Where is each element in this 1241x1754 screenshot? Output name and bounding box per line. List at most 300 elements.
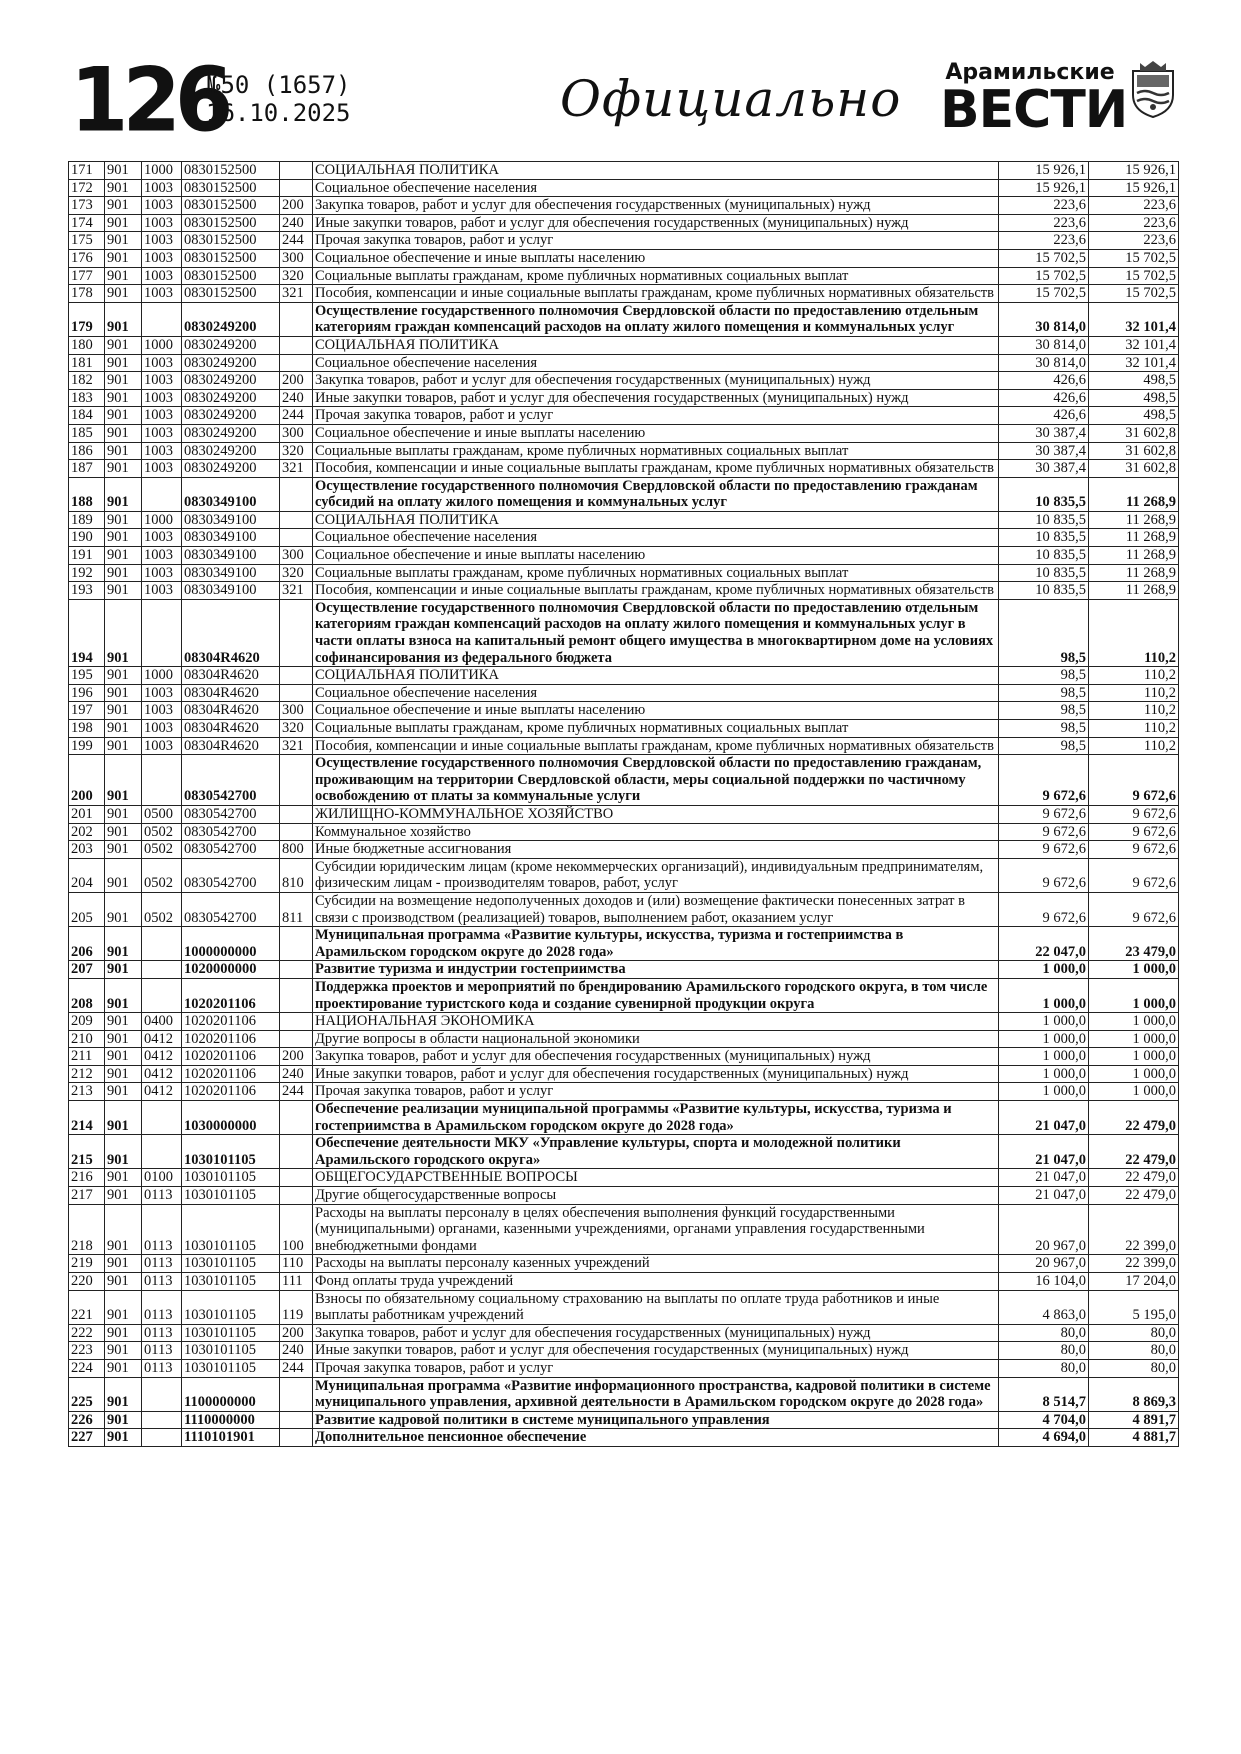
expense-type-cell <box>280 179 313 197</box>
expense-type-cell <box>280 336 313 354</box>
amount-2027-cell: 32 101,4 <box>1089 302 1179 336</box>
target-article-cell: 0830349100 <box>182 477 280 511</box>
ministry-code-cell: 901 <box>105 1290 142 1324</box>
target-article-cell: 1030101105 <box>182 1255 280 1273</box>
ministry-code-cell: 901 <box>105 249 142 267</box>
ministry-code-cell: 901 <box>105 460 142 478</box>
row-number-cell: 207 <box>69 961 105 979</box>
item-name-cell: ЖИЛИЩНО-КОММУНАЛЬНОЕ ХОЗЯЙСТВО <box>313 805 999 823</box>
section-code-cell: 1003 <box>142 389 182 407</box>
ministry-code-cell: 901 <box>105 892 142 926</box>
ministry-code-cell: 901 <box>105 1101 142 1135</box>
amount-2026-cell: 9 672,6 <box>999 805 1089 823</box>
section-code-cell: 0502 <box>142 892 182 926</box>
target-article-cell: 0830152500 <box>182 197 280 215</box>
ministry-code-cell: 901 <box>105 823 142 841</box>
target-article-cell: 1030101105 <box>182 1359 280 1377</box>
amount-2026-cell: 10 835,5 <box>999 529 1089 547</box>
amount-2027-cell: 110,2 <box>1089 667 1179 685</box>
amount-2027-cell: 110,2 <box>1089 599 1179 666</box>
expense-type-cell <box>280 684 313 702</box>
amount-2027-cell: 31 602,8 <box>1089 424 1179 442</box>
row-number-cell: 175 <box>69 232 105 250</box>
table-row <box>69 1135 1179 1169</box>
amount-2026-cell: 30 387,4 <box>999 460 1089 478</box>
amount-2027-cell: 11 268,9 <box>1089 564 1179 582</box>
section-code-cell: 1003 <box>142 424 182 442</box>
row-number-cell: 223 <box>69 1342 105 1360</box>
table-row <box>69 1065 1179 1083</box>
ministry-code-cell: 901 <box>105 1065 142 1083</box>
target-article-cell: 0830542700 <box>182 823 280 841</box>
table-row <box>69 214 1179 232</box>
amount-2027-cell: 498,5 <box>1089 389 1179 407</box>
target-article-cell: 0830542700 <box>182 841 280 859</box>
expense-type-cell: 320 <box>280 267 313 285</box>
table-row <box>69 1290 1179 1324</box>
table-row <box>69 372 1179 390</box>
target-article-cell: 0830349100 <box>182 529 280 547</box>
row-number-cell: 190 <box>69 529 105 547</box>
amount-2026-cell: 20 967,0 <box>999 1204 1089 1255</box>
section-code-cell: 1003 <box>142 684 182 702</box>
ministry-code-cell: 901 <box>105 805 142 823</box>
amount-2026-cell: 223,6 <box>999 232 1089 250</box>
section-title: Официально <box>560 70 902 128</box>
expense-type-cell: 200 <box>280 372 313 390</box>
table-row <box>69 424 1179 442</box>
ministry-code-cell: 901 <box>105 285 142 303</box>
section-code-cell: 1003 <box>142 460 182 478</box>
target-article-cell: 0830152500 <box>182 232 280 250</box>
expense-type-cell: 200 <box>280 1048 313 1066</box>
row-number-cell: 222 <box>69 1324 105 1342</box>
item-name-cell: Развитие кадровой политики в системе муниципального управления <box>313 1411 999 1429</box>
expense-type-cell <box>280 978 313 1012</box>
row-number-cell: 187 <box>69 460 105 478</box>
section-code-cell: 0412 <box>142 1030 182 1048</box>
row-number-cell: 224 <box>69 1359 105 1377</box>
amount-2027-cell: 1 000,0 <box>1089 961 1179 979</box>
expense-type-cell <box>280 1101 313 1135</box>
amount-2027-cell: 1 000,0 <box>1089 1013 1179 1031</box>
ministry-code-cell: 901 <box>105 442 142 460</box>
amount-2026-cell: 80,0 <box>999 1324 1089 1342</box>
row-number-cell: 213 <box>69 1083 105 1101</box>
target-article-cell: 1030101105 <box>182 1204 280 1255</box>
table-row <box>69 1377 1179 1411</box>
target-article-cell: 1030101105 <box>182 1342 280 1360</box>
expense-type-cell: 300 <box>280 547 313 565</box>
section-code-cell <box>142 1411 182 1429</box>
amount-2026-cell: 15 702,5 <box>999 285 1089 303</box>
expense-type-cell <box>280 1377 313 1411</box>
amount-2027-cell: 31 602,8 <box>1089 442 1179 460</box>
section-code-cell: 0500 <box>142 805 182 823</box>
target-article-cell: 1020201106 <box>182 1083 280 1101</box>
target-article-cell: 0830152500 <box>182 214 280 232</box>
row-number-cell: 218 <box>69 1204 105 1255</box>
amount-2027-cell: 1 000,0 <box>1089 1083 1179 1101</box>
item-name-cell: Социальное обеспечение населения <box>313 684 999 702</box>
target-article-cell: 08304R4620 <box>182 702 280 720</box>
target-article-cell: 0830249200 <box>182 354 280 372</box>
expense-type-cell: 321 <box>280 582 313 600</box>
table-row <box>69 582 1179 600</box>
section-code-cell: 1003 <box>142 582 182 600</box>
amount-2027-cell: 11 268,9 <box>1089 511 1179 529</box>
item-name-cell: Осуществление государственного полномочия Свердловской области по предоставлению гражданам, проживающим на территории Свердловской области, меры социальной поддержки по частичному освобождению от платы за коммунальные услуги <box>313 755 999 806</box>
section-code-cell <box>142 1101 182 1135</box>
row-number-cell: 178 <box>69 285 105 303</box>
expense-type-cell <box>280 1169 313 1187</box>
section-code-cell: 1003 <box>142 232 182 250</box>
section-code-cell: 1003 <box>142 214 182 232</box>
item-name-cell: Иные бюджетные ассигнования <box>313 841 999 859</box>
ministry-code-cell: 901 <box>105 1169 142 1187</box>
row-number-cell: 174 <box>69 214 105 232</box>
item-name-cell: Прочая закупка товаров, работ и услуг <box>313 232 999 250</box>
item-name-cell: Фонд оплаты труда учреждений <box>313 1273 999 1291</box>
item-name-cell: Социальное обеспечение населения <box>313 179 999 197</box>
ministry-code-cell: 901 <box>105 702 142 720</box>
table-row <box>69 841 1179 859</box>
target-article-cell: 08304R4620 <box>182 684 280 702</box>
target-article-cell: 1030000000 <box>182 1101 280 1135</box>
ministry-code-cell: 901 <box>105 1030 142 1048</box>
amount-2027-cell: 110,2 <box>1089 737 1179 755</box>
amount-2026-cell: 21 047,0 <box>999 1135 1089 1169</box>
table-row <box>69 599 1179 666</box>
table-row <box>69 961 1179 979</box>
expense-type-cell <box>280 529 313 547</box>
target-article-cell: 0830249200 <box>182 424 280 442</box>
amount-2027-cell: 1 000,0 <box>1089 1048 1179 1066</box>
section-code-cell <box>142 477 182 511</box>
ministry-code-cell: 901 <box>105 1411 142 1429</box>
section-code-cell <box>142 1429 182 1447</box>
section-code-cell <box>142 927 182 961</box>
section-code-cell: 1000 <box>142 511 182 529</box>
target-article-cell: 08304R4620 <box>182 720 280 738</box>
table-row <box>69 285 1179 303</box>
row-number-cell: 201 <box>69 805 105 823</box>
amount-2026-cell: 98,5 <box>999 702 1089 720</box>
item-name-cell: Обеспечение реализации муниципальной программы «Развитие культуры, искусства, туризма и гостеприимства в Арамильском городском округе до 2028 года» <box>313 1101 999 1135</box>
table-row <box>69 179 1179 197</box>
amount-2026-cell: 15 702,5 <box>999 249 1089 267</box>
section-code-cell: 1003 <box>142 197 182 215</box>
item-name-cell: Субсидии юридическим лицам (кроме некоммерческих организаций), индивидуальным предпринимателям, физическим лицам - производителям товаров, работ, услуг <box>313 858 999 892</box>
target-article-cell: 0830249200 <box>182 302 280 336</box>
row-number-cell: 221 <box>69 1290 105 1324</box>
amount-2027-cell: 4 891,7 <box>1089 1411 1179 1429</box>
table-row <box>69 1324 1179 1342</box>
item-name-cell: Социальные выплаты гражданам, кроме публичных нормативных социальных выплат <box>313 442 999 460</box>
amount-2027-cell: 5 195,0 <box>1089 1290 1179 1324</box>
row-number-cell: 200 <box>69 755 105 806</box>
ministry-code-cell: 901 <box>105 684 142 702</box>
table-row <box>69 336 1179 354</box>
table-row <box>69 460 1179 478</box>
item-name-cell: Социальное обеспечение и иные выплаты населению <box>313 424 999 442</box>
item-name-cell: Развитие туризма и индустрии гостеприимства <box>313 961 999 979</box>
page-number: 126 <box>70 48 228 152</box>
section-code-cell: 1003 <box>142 249 182 267</box>
item-name-cell: Иные закупки товаров, работ и услуг для обеспечения государственных (муниципальных) нужд <box>313 214 999 232</box>
expense-type-cell: 240 <box>280 1065 313 1083</box>
target-article-cell: 1030101105 <box>182 1290 280 1324</box>
logo-main-text: ВЕСТИ <box>940 80 1128 140</box>
item-name-cell: Коммунальное хозяйство <box>313 823 999 841</box>
expense-type-cell: 200 <box>280 1324 313 1342</box>
target-article-cell: 0830152500 <box>182 179 280 197</box>
amount-2027-cell: 80,0 <box>1089 1359 1179 1377</box>
ministry-code-cell: 901 <box>105 755 142 806</box>
ministry-code-cell: 901 <box>105 162 142 180</box>
amount-2026-cell: 1 000,0 <box>999 1013 1089 1031</box>
amount-2026-cell: 30 387,4 <box>999 424 1089 442</box>
item-name-cell: Иные закупки товаров, работ и услуг для обеспечения государственных (муниципальных) нужд <box>313 1065 999 1083</box>
target-article-cell: 08304R4620 <box>182 737 280 755</box>
row-number-cell: 183 <box>69 389 105 407</box>
ministry-code-cell: 901 <box>105 1255 142 1273</box>
target-article-cell: 1110101901 <box>182 1429 280 1447</box>
amount-2027-cell: 9 672,6 <box>1089 858 1179 892</box>
row-number-cell: 208 <box>69 978 105 1012</box>
amount-2027-cell: 80,0 <box>1089 1342 1179 1360</box>
section-code-cell: 0502 <box>142 841 182 859</box>
ministry-code-cell: 901 <box>105 1342 142 1360</box>
row-number-cell: 215 <box>69 1135 105 1169</box>
section-code-cell: 1003 <box>142 529 182 547</box>
table-row <box>69 249 1179 267</box>
table-row <box>69 1169 1179 1187</box>
amount-2026-cell: 30 814,0 <box>999 302 1089 336</box>
row-number-cell: 171 <box>69 162 105 180</box>
amount-2027-cell: 1 000,0 <box>1089 978 1179 1012</box>
expense-type-cell <box>280 1187 313 1205</box>
target-article-cell: 1020201106 <box>182 978 280 1012</box>
expense-type-cell: 320 <box>280 720 313 738</box>
table-row <box>69 442 1179 460</box>
ministry-code-cell: 901 <box>105 179 142 197</box>
table-row <box>69 1411 1179 1429</box>
row-number-cell: 186 <box>69 442 105 460</box>
target-article-cell: 1110000000 <box>182 1411 280 1429</box>
target-article-cell: 0830152500 <box>182 267 280 285</box>
row-number-cell: 198 <box>69 720 105 738</box>
section-code-cell: 1000 <box>142 162 182 180</box>
budget-table-body <box>69 162 1179 1447</box>
section-code-cell: 0113 <box>142 1255 182 1273</box>
target-article-cell: 1030101105 <box>182 1324 280 1342</box>
expense-type-cell <box>280 805 313 823</box>
ministry-code-cell: 901 <box>105 372 142 390</box>
table-row <box>69 805 1179 823</box>
item-name-cell: Социальные выплаты гражданам, кроме публичных нормативных социальных выплат <box>313 267 999 285</box>
amount-2026-cell: 4 694,0 <box>999 1429 1089 1447</box>
target-article-cell: 1020201106 <box>182 1013 280 1031</box>
expense-type-cell <box>280 477 313 511</box>
amount-2027-cell: 31 602,8 <box>1089 460 1179 478</box>
expense-type-cell: 300 <box>280 424 313 442</box>
amount-2026-cell: 22 047,0 <box>999 927 1089 961</box>
issue-number: №50 (1657) <box>206 71 351 99</box>
table-row <box>69 737 1179 755</box>
amount-2026-cell: 4 863,0 <box>999 1290 1089 1324</box>
amount-2026-cell: 9 672,6 <box>999 823 1089 841</box>
item-name-cell: Пособия, компенсации и иные социальные выплаты гражданам, кроме публичных нормативных обязательств <box>313 285 999 303</box>
section-code-cell: 1003 <box>142 372 182 390</box>
item-name-cell: Поддержка проектов и мероприятий по брендированию Арамильского городского округа, в том числе проектирование туристского кода и создание сувенирной продукции округа <box>313 978 999 1012</box>
table-row <box>69 232 1179 250</box>
table-row <box>69 892 1179 926</box>
item-name-cell: Социальные выплаты гражданам, кроме публичных нормативных социальных выплат <box>313 720 999 738</box>
amount-2027-cell: 22 479,0 <box>1089 1187 1179 1205</box>
amount-2027-cell: 15 702,5 <box>1089 267 1179 285</box>
expense-type-cell: 321 <box>280 460 313 478</box>
section-code-cell: 1000 <box>142 667 182 685</box>
row-number-cell: 226 <box>69 1411 105 1429</box>
row-number-cell: 188 <box>69 477 105 511</box>
row-number-cell: 177 <box>69 267 105 285</box>
table-row <box>69 684 1179 702</box>
amount-2026-cell: 426,6 <box>999 407 1089 425</box>
amount-2026-cell: 30 814,0 <box>999 354 1089 372</box>
row-number-cell: 172 <box>69 179 105 197</box>
section-code-cell: 1003 <box>142 737 182 755</box>
target-article-cell: 1030101105 <box>182 1169 280 1187</box>
expense-type-cell <box>280 1135 313 1169</box>
section-code-cell: 1003 <box>142 564 182 582</box>
item-name-cell: Обеспечение деятельности МКУ «Управление культуры, спорта и молодежной политики Арамильского городского округа» <box>313 1135 999 1169</box>
amount-2027-cell: 23 479,0 <box>1089 927 1179 961</box>
row-number-cell: 214 <box>69 1101 105 1135</box>
ministry-code-cell: 901 <box>105 564 142 582</box>
amount-2026-cell: 1 000,0 <box>999 961 1089 979</box>
section-code-cell: 1003 <box>142 285 182 303</box>
section-code-cell: 0113 <box>142 1342 182 1360</box>
item-name-cell: Прочая закупка товаров, работ и услуг <box>313 1359 999 1377</box>
table-row <box>69 407 1179 425</box>
amount-2026-cell: 30 387,4 <box>999 442 1089 460</box>
expense-type-cell <box>280 162 313 180</box>
expense-type-cell <box>280 599 313 666</box>
table-row <box>69 927 1179 961</box>
item-name-cell: Социальные выплаты гражданам, кроме публичных нормативных социальных выплат <box>313 564 999 582</box>
row-number-cell: 202 <box>69 823 105 841</box>
target-article-cell: 0830249200 <box>182 442 280 460</box>
amount-2027-cell: 498,5 <box>1089 372 1179 390</box>
target-article-cell: 0830152500 <box>182 249 280 267</box>
item-name-cell: Закупка товаров, работ и услуг для обеспечения государственных (муниципальных) нужд <box>313 197 999 215</box>
item-name-cell: СОЦИАЛЬНАЯ ПОЛИТИКА <box>313 511 999 529</box>
amount-2026-cell: 426,6 <box>999 389 1089 407</box>
amount-2027-cell: 498,5 <box>1089 407 1179 425</box>
section-code-cell <box>142 755 182 806</box>
issue-date: 16.10.2025 <box>206 99 351 127</box>
row-number-cell: 197 <box>69 702 105 720</box>
expense-type-cell: 321 <box>280 285 313 303</box>
expense-type-cell: 111 <box>280 1273 313 1291</box>
row-number-cell: 204 <box>69 858 105 892</box>
coat-of-arms-icon <box>1128 59 1178 119</box>
expense-type-cell: 240 <box>280 214 313 232</box>
amount-2027-cell: 22 479,0 <box>1089 1135 1179 1169</box>
row-number-cell: 193 <box>69 582 105 600</box>
amount-2026-cell: 80,0 <box>999 1342 1089 1360</box>
target-article-cell: 0830542700 <box>182 805 280 823</box>
ministry-code-cell: 901 <box>105 961 142 979</box>
table-row <box>69 267 1179 285</box>
row-number-cell: 211 <box>69 1048 105 1066</box>
row-number-cell: 182 <box>69 372 105 390</box>
ministry-code-cell: 901 <box>105 1083 142 1101</box>
ministry-code-cell: 901 <box>105 267 142 285</box>
row-number-cell: 199 <box>69 737 105 755</box>
item-name-cell: Расходы на выплаты персоналу казенных учреждений <box>313 1255 999 1273</box>
item-name-cell: Закупка товаров, работ и услуг для обеспечения государственных (муниципальных) нужд <box>313 1048 999 1066</box>
target-article-cell: 0830349100 <box>182 547 280 565</box>
amount-2026-cell: 1 000,0 <box>999 1083 1089 1101</box>
amount-2026-cell: 80,0 <box>999 1359 1089 1377</box>
expense-type-cell: 321 <box>280 737 313 755</box>
row-number-cell: 192 <box>69 564 105 582</box>
item-name-cell: Другие общегосударственные вопросы <box>313 1187 999 1205</box>
amount-2027-cell: 22 399,0 <box>1089 1204 1179 1255</box>
table-row <box>69 354 1179 372</box>
amount-2026-cell: 10 835,5 <box>999 564 1089 582</box>
expense-type-cell <box>280 755 313 806</box>
row-number-cell: 220 <box>69 1273 105 1291</box>
ministry-code-cell: 901 <box>105 389 142 407</box>
target-article-cell: 1030101105 <box>182 1273 280 1291</box>
target-article-cell: 1020000000 <box>182 961 280 979</box>
expense-type-cell <box>280 511 313 529</box>
section-code-cell: 1003 <box>142 547 182 565</box>
amount-2026-cell: 15 926,1 <box>999 179 1089 197</box>
amount-2027-cell: 223,6 <box>1089 214 1179 232</box>
item-name-cell: Осуществление государственного полномочия Свердловской области по предоставлению отдельным категориям граждан компенсаций расходов на оплату жилого помещения и коммунальных услуг <box>313 302 999 336</box>
amount-2026-cell: 98,5 <box>999 599 1089 666</box>
ministry-code-cell: 901 <box>105 858 142 892</box>
item-name-cell: СОЦИАЛЬНАЯ ПОЛИТИКА <box>313 336 999 354</box>
table-row <box>69 529 1179 547</box>
row-number-cell: 225 <box>69 1377 105 1411</box>
amount-2026-cell: 30 814,0 <box>999 336 1089 354</box>
row-number-cell: 173 <box>69 197 105 215</box>
target-article-cell: 08304R4620 <box>182 667 280 685</box>
amount-2027-cell: 80,0 <box>1089 1324 1179 1342</box>
amount-2026-cell: 98,5 <box>999 667 1089 685</box>
table-row <box>69 1359 1179 1377</box>
amount-2027-cell: 15 926,1 <box>1089 179 1179 197</box>
table-row <box>69 162 1179 180</box>
amount-2027-cell: 15 702,5 <box>1089 249 1179 267</box>
expense-type-cell: 200 <box>280 197 313 215</box>
target-article-cell: 0830349100 <box>182 564 280 582</box>
ministry-code-cell: 901 <box>105 1048 142 1066</box>
amount-2027-cell: 1 000,0 <box>1089 1030 1179 1048</box>
table-row <box>69 1273 1179 1291</box>
table-row <box>69 978 1179 1012</box>
amount-2027-cell: 110,2 <box>1089 702 1179 720</box>
item-name-cell: Социальное обеспечение населения <box>313 354 999 372</box>
ministry-code-cell: 901 <box>105 927 142 961</box>
amount-2026-cell: 1 000,0 <box>999 978 1089 1012</box>
section-code-cell: 0113 <box>142 1187 182 1205</box>
